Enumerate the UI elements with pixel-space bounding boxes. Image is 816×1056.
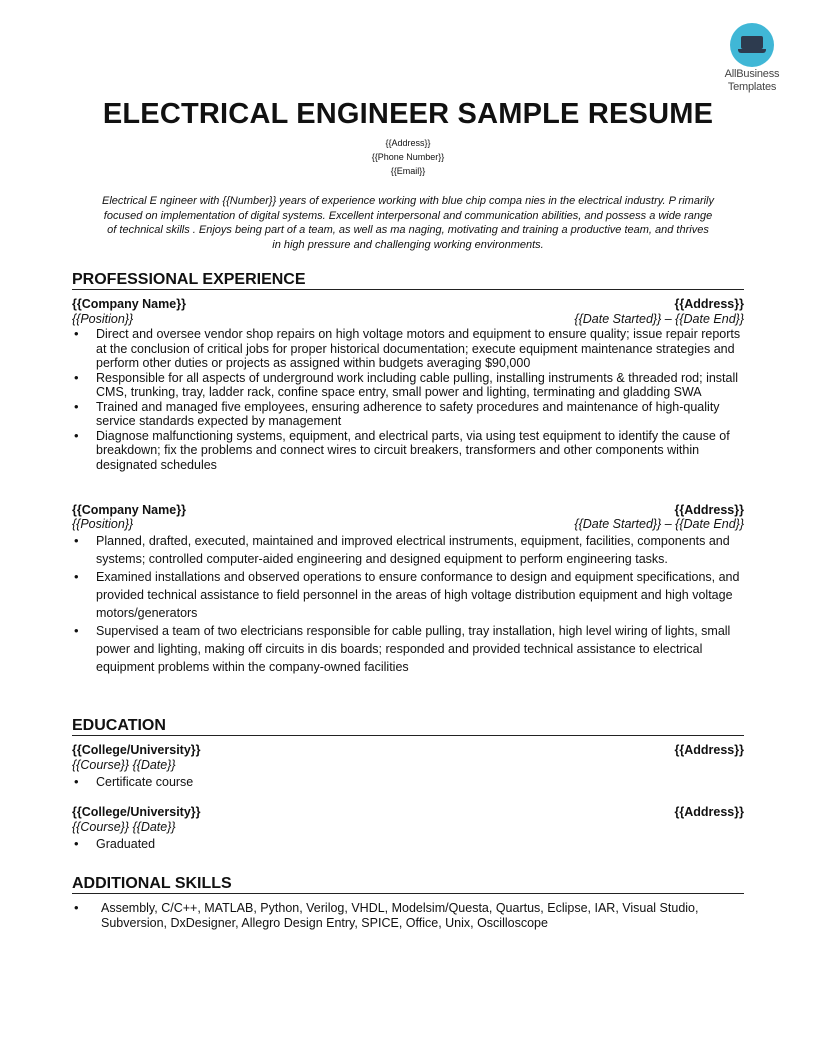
- job-position: {{Position}}: [72, 312, 134, 326]
- job-duties-list: [72, 327, 744, 472]
- school-address: {{Address}}: [674, 805, 744, 819]
- school-address: {{Address}}: [674, 743, 744, 757]
- job-subheader: [72, 517, 744, 532]
- list-item: • Examined installations and observed operations to ensure conformance to design and equipment specifications, and provided technical assistance to field personnel in the areas of high voltage distribution equipment and high voltage motors/generators: [72, 568, 744, 622]
- contact-email: {{Email}}: [390, 166, 426, 176]
- company-address: {{Address}}: [674, 297, 744, 311]
- laptop-icon: [730, 23, 774, 67]
- course-date: {{Course}} {{Date}}: [72, 758, 176, 772]
- list-item: • Planned, drafted, executed, maintained and improved electrical instruments, equipment, facilities, components and systems; controlled computer-aided engineering and designed equipment to perform engineering tasks.: [72, 532, 744, 568]
- list-item: • Diagnose malfunctioning systems, equipment, and electrical parts, via using test equipment to identify the cause of breakdown; fix the problems and connect wires to circuit breakers, transformers and other components within designated schedules: [72, 429, 744, 473]
- list-item: • Graduated: [72, 837, 744, 852]
- logo-text-line2: Templates: [727, 81, 777, 93]
- job-dates: {{Date Started}} – {{Date End}}: [574, 517, 744, 531]
- skills-list: [72, 901, 744, 930]
- list-item: • Trained and managed five employees, ensuring adherence to safety procedures and maintenance of high-quality service standards expected by management: [72, 400, 744, 429]
- experience-heading: PROFESSIONAL EXPERIENCE: [72, 271, 744, 290]
- job-header: [72, 503, 744, 518]
- contact-phone: {{Phone Number}}: [371, 152, 445, 162]
- education-course: [72, 820, 744, 835]
- company-name: {{Company Name}}: [72, 503, 186, 517]
- list-item: • Certificate course: [72, 775, 744, 790]
- education-course: [72, 758, 744, 773]
- professional-summary: [72, 194, 744, 252]
- education-header: [72, 805, 744, 820]
- job-duties-list: [72, 532, 744, 676]
- job-position: {{Position}}: [72, 517, 134, 531]
- company-name: {{Company Name}}: [72, 297, 186, 311]
- summary-line: focused on implementation of digital systems. Excellent interpersonal and communication abilities, and possess a wide range: [103, 209, 713, 222]
- job-dates: {{Date Started}} – {{Date End}}: [574, 312, 744, 326]
- resume-title: ELECTRICAL ENGINEER SAMPLE RESUME: [102, 98, 714, 130]
- education-header: [72, 743, 744, 758]
- summary-line: in high pressure and challenging working environments.: [272, 238, 544, 251]
- job-header: [72, 297, 744, 312]
- job-subheader: [72, 312, 744, 327]
- list-item: • Direct and oversee vendor shop repairs on high voltage motors and equipment to ensure quality; issue repair reports at the conclusion of critical jobs for proper historical documentation; execute equipment maintenance strategies and perform other duties or projects as assigned within budgets averaging $90,000: [72, 327, 744, 371]
- school-name: {{College/University}}: [72, 805, 201, 819]
- summary-line: Electrical E ngineer with {{Number}} years of experience working with blue chip compa nies in the electrical industry. P rimarily: [101, 195, 714, 207]
- summary-line: of technical skills . Enjoys being part of a team, as well as ma naging, motivating and training a productive team, and thrives: [107, 224, 709, 237]
- list-item: • Responsible for all aspects of underground work including cable pulling, installing instruments & threaded rod; install CMS, trunking, tray, ladder rack, confine space entry, small power and lighting, terminating and gladding SWA: [72, 371, 744, 400]
- list-item: • Assembly, C/C++, MATLAB, Python, Verilog, VHDL, Modelsim/Questa, Quartus, Eclipse, IAR, Visual Studio, Subversion, DxDesigner, Allegro Design Entry, SPICE, Office, Unix, Oscilloscope: [72, 901, 744, 930]
- school-name: {{College/University}}: [72, 743, 201, 757]
- education-details-list: [72, 775, 744, 790]
- education-heading: EDUCATION: [72, 717, 744, 736]
- contact-address: {{Address}}: [385, 138, 431, 148]
- logo-text-line1: AllBusiness: [724, 68, 780, 80]
- list-item: • Supervised a team of two electricians responsible for cable pulling, tray installation, high level wiring of lights, small power and lighting, making off circuits in dis boards; responded and provided technical assistance to electrical equipment problems within the company-owned facilities: [72, 622, 744, 676]
- education-details-list: [72, 837, 744, 852]
- company-address: {{Address}}: [674, 503, 744, 517]
- course-date: {{Course}} {{Date}}: [72, 820, 176, 834]
- skills-heading: ADDITIONAL SKILLS: [72, 875, 744, 894]
- allbusiness-templates-logo: [716, 20, 788, 93]
